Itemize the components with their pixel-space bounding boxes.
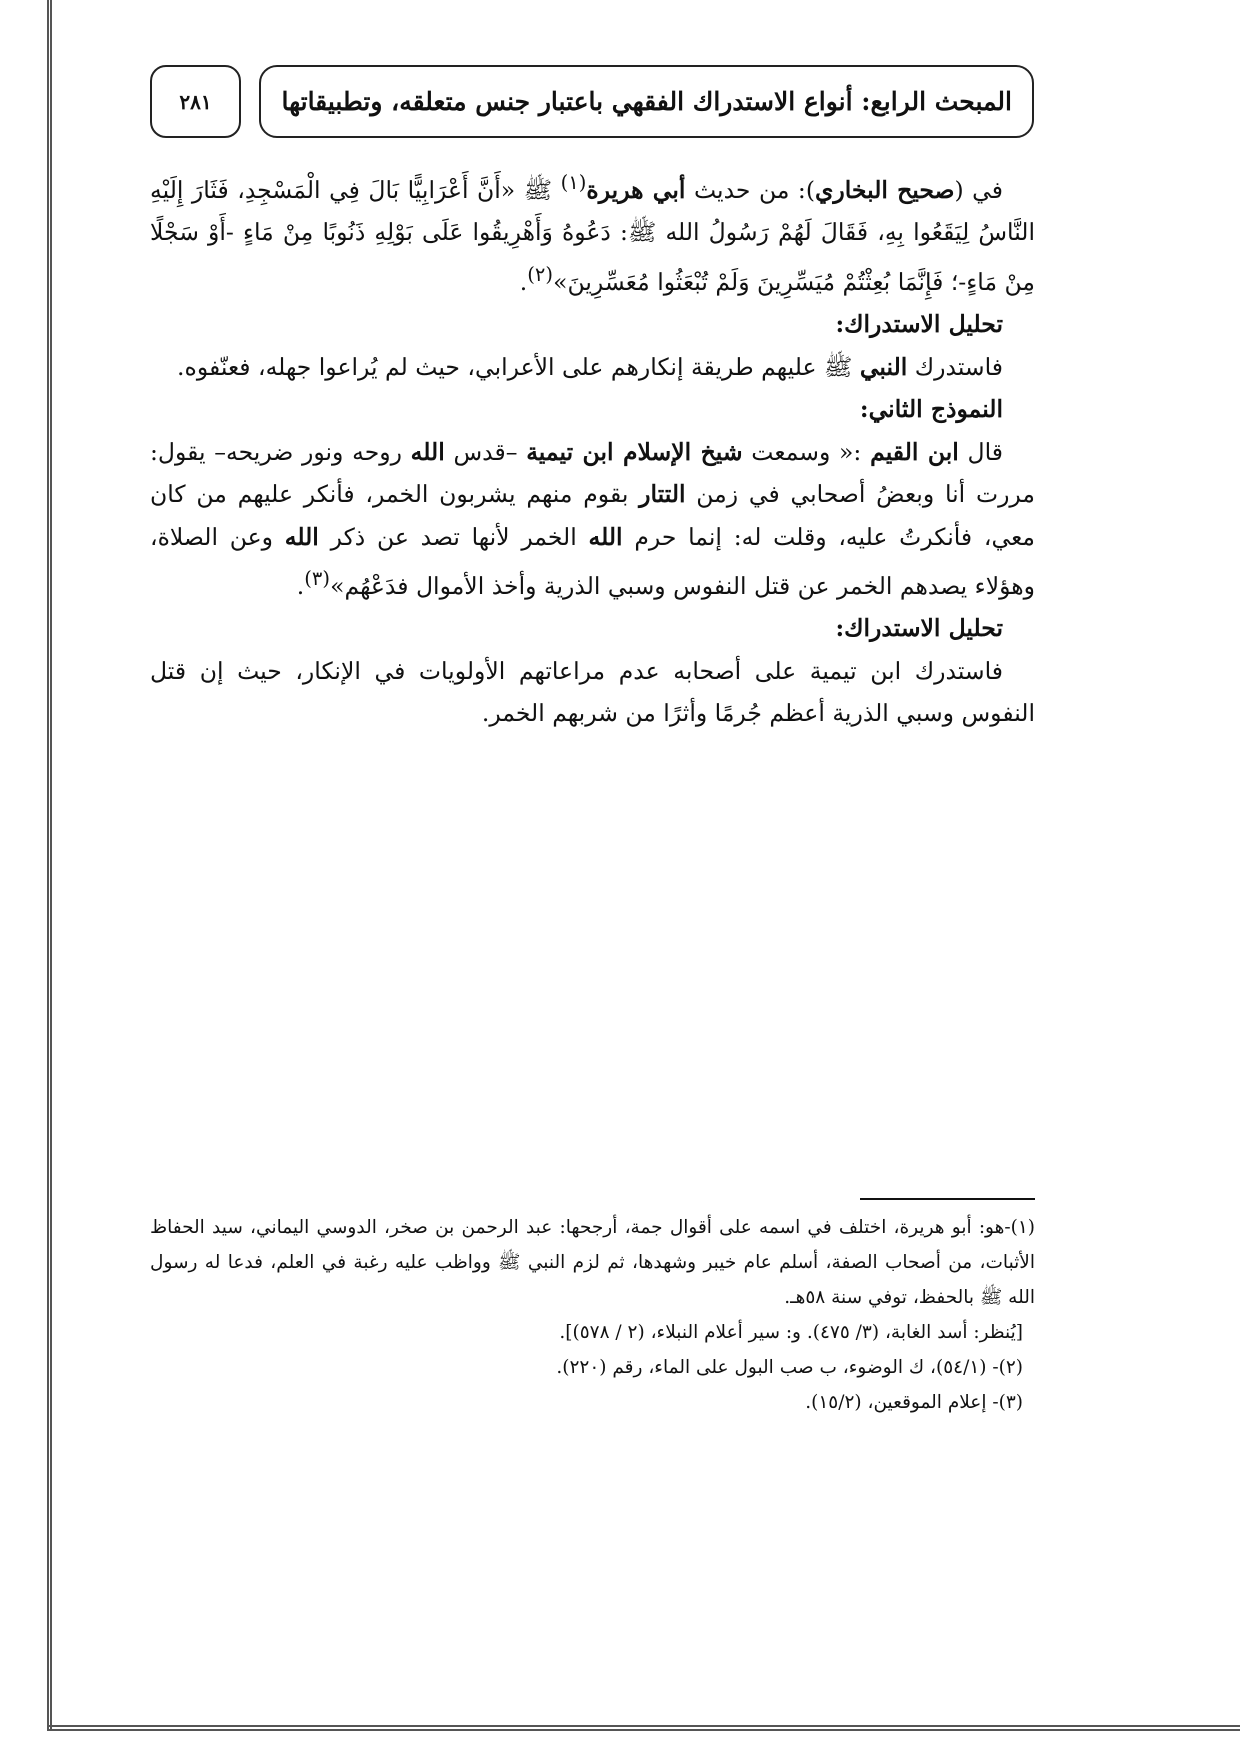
footnote-ref: (٣) [304, 567, 331, 591]
source-name: صحيح البخاري [815, 175, 955, 204]
footnote-ref: (٢) [527, 262, 554, 286]
running-header [259, 65, 1034, 138]
bold-term: التتار [639, 480, 686, 509]
footnote-separator [860, 1198, 1035, 1200]
footnote-2: (٢)- (٥٤/١)، ك الوضوء، ب صب البول على الماء، رقم (٢٢٠). [556, 1357, 1023, 1378]
bold-term: الله [588, 522, 623, 551]
section-heading: تحليل الاستدراك: [835, 310, 1003, 339]
text-fragment: :« وسمعت [742, 437, 871, 466]
page-number: ٢٨١ [179, 89, 212, 114]
bold-term: شيخ الإسلام ابن تيمية [526, 437, 743, 466]
main-text [150, 162, 1035, 735]
text-fragment: ): من حديث [685, 175, 816, 204]
section-heading: النموذج الثاني: [859, 395, 1003, 424]
text-fragment: ﷺ عليهم طريقة إنكارهم على الأعرابي، حيث لم يُراعوا جهله، فعنّفوه. [177, 352, 860, 381]
text-fragment: الخمر لأنها تصد عن ذكر [318, 522, 589, 551]
paragraph-hadith [150, 162, 1035, 303]
text-fragment: قال [958, 437, 1003, 466]
paragraph-analysis: فاستدرك ابن تيمية على أصحابه عدم مراعاتهم الأولويات في الإنكار، حيث إن قتل النفوس وسبي الذرية أعظم جُرمًا وأثرًا من شربهم الخمر. [150, 656, 1035, 728]
text-fragment: وعن الصلاة، وهؤلاء يصدهم الخمر عن قتل النفوس وسبي الذرية وأخذ الأموال فدَعْهُم» [150, 522, 1035, 600]
footnotes [150, 1210, 1035, 1420]
narrator-name: أبي هريرة [586, 175, 686, 204]
bold-term: الله [284, 522, 319, 551]
footnote-1: (١)-هو: أبو هريرة، اختلف في اسمه على أقوال جمة، أرجحها: عبد الرحمن بن صخر، الدوسي اليماني، سيد الحفاظ الأثبات، من أصحاب الصفة، أسلم عام خيبر وشهدها، ثم لزم النبي ﷺ وواظب عليه رغبة في العلم، فدعا له رسول الله ﷺ بالحفظ، توفي سنة ٥٨هـ. [150, 1217, 1035, 1308]
text-fragment: بقوم منهم يشربون الخمر، فأنكر عليهم من كان معي، فأنكرتُ عليه، وقلت له: إنما حرم [150, 480, 1036, 551]
page-frame-left [47, 0, 52, 1730]
section-heading: تحليل الاستدراك: [835, 614, 1003, 643]
text-fragment: . [296, 571, 305, 600]
text-fragment: في ( [954, 175, 1003, 204]
bold-term: ابن القيم [870, 437, 959, 466]
footnote-ref: (١) [560, 171, 587, 194]
paragraph-quote [150, 431, 1035, 608]
footnote-1-reference: [يُنظر: أسد الغابة، (٣/ ٤٧٥). و: سير أعلام النبلاء، (٢ / ٥٧٨)]. [559, 1322, 1023, 1343]
footnote-3: (٣)- إعلام الموقعين، (١٥/٢). [805, 1392, 1023, 1413]
text-fragment: روحه ونور ضريحه– يقول: مررت أنا وبعضُ أصحابي في زمن [150, 437, 1035, 509]
chapter-title: المبحث الرابع: أنواع الاستدراك الفقهي باعتبار جنس متعلقه، وتطبيقاتها [281, 87, 1012, 116]
page-frame-bottom [47, 1725, 1240, 1731]
bold-term: النبي [859, 352, 908, 381]
text-fragment: –قدس [444, 437, 527, 466]
text-fragment: فاستدرك [907, 352, 1003, 381]
text-fragment: . [519, 267, 528, 296]
paragraph-analysis [150, 346, 1035, 389]
page-number-box [150, 65, 241, 138]
hadith-text: ﷺ «أَنَّ أَعْرَابِيًّا بَالَ فِي الْمَسْجِدِ، فَثَارَ إِلَيْهِ النَّاسُ لِيَقَعُوا بِهِ، فَقَالَ لَهُمْ رَسُولُ الله ﷺ: دَعُوهُ وَأَهْرِيقُوا عَلَى بَوْلِهِ ذَنُوبًا مِنْ مَاءٍ -أَوْ سَجْلًا مِنْ مَاءٍ-؛ فَإِنَّمَا بُعِثْتُمْ مُيَسِّرِينَ وَلَمْ تُبْعَثُوا مُعَسِّرِينَ» [150, 175, 1035, 296]
bold-term: الله [410, 437, 445, 466]
